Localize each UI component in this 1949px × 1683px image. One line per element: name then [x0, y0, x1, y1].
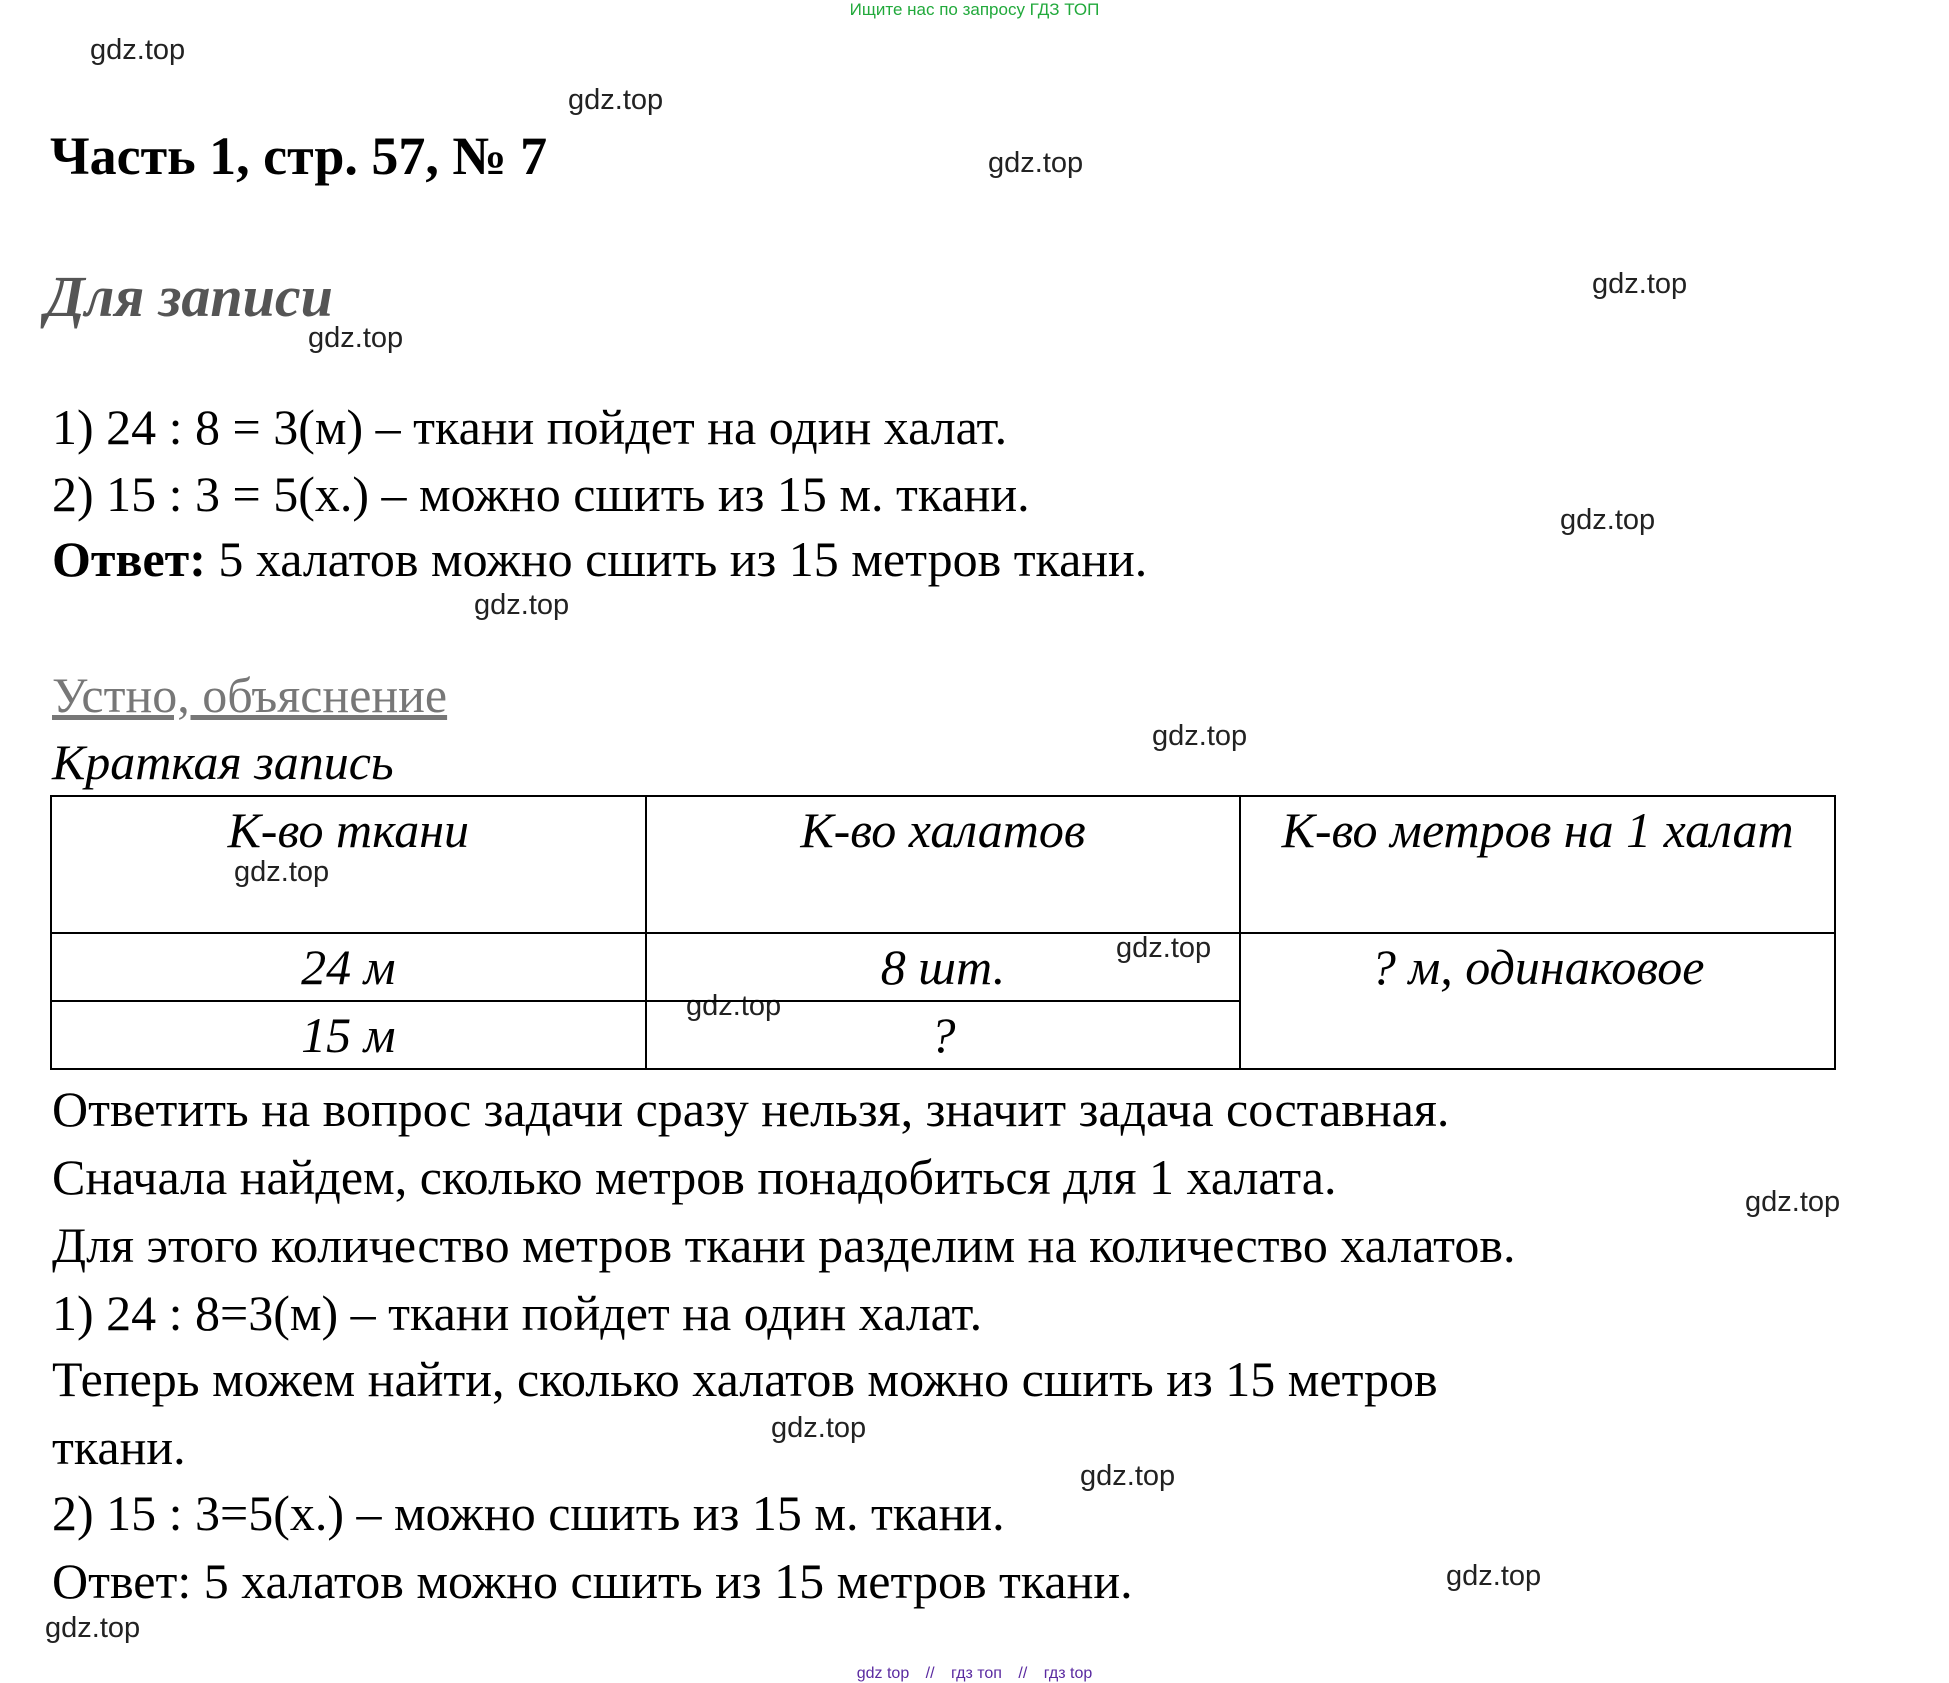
watermark: gdz.top [1446, 1560, 1542, 1592]
watermark: gdz.top [771, 1412, 867, 1444]
cell-fabric: 24 м [51, 933, 646, 1001]
short-record-table [50, 795, 1836, 1070]
table-header-row [51, 796, 1835, 933]
explanation-line: Ответ: 5 халатов можно сшить из 15 метров ткани. [52, 1553, 1133, 1609]
explanation-line: Для этого количество метров ткани разделим на количество халатов. [52, 1217, 1516, 1273]
explanation-line: Сначала найдем, сколько метров понадобиться для 1 халата. [52, 1149, 1337, 1205]
record-heading: Для записи [45, 264, 333, 329]
watermark: gdz.top [686, 990, 782, 1022]
cell-robes: 8 шт. [646, 933, 1241, 1001]
page-title: Часть 1, стр. 57, № 7 [50, 126, 548, 186]
watermark: gdz.top [308, 322, 404, 354]
top-search-banner[interactable]: Ищите нас по запросу ГДЗ ТОП [849, 0, 1100, 19]
footer-link[interactable]: гдз топ [951, 1665, 1002, 1682]
answer-text: 5 халатов можно сшить из 15 метров ткани. [205, 531, 1148, 587]
answer-label: Ответ: [52, 531, 206, 587]
record-answer [52, 530, 1147, 588]
explanation-line: 1) 24 : 8=3(м) – ткани пойдет на один халат. [52, 1285, 983, 1341]
watermark: gdz.top [1116, 932, 1212, 964]
record-step-2: 2) 15 : 3 = 5(х.) – можно сшить из 15 м. ткани. [52, 466, 1030, 522]
explanation-line: ткани. [52, 1419, 186, 1475]
footer-links [0, 1665, 1949, 1683]
watermark: gdz.top [988, 147, 1084, 179]
header-robes: К-во халатов [646, 796, 1241, 933]
explanation-line: Теперь можем найти, сколько халатов можно сшить из 15 метров [52, 1351, 1438, 1407]
watermark: gdz.top [45, 1612, 141, 1644]
watermark: gdz.top [1152, 720, 1248, 752]
cell-fabric: 15 м [51, 1001, 646, 1069]
footer-link[interactable]: гдз top [1043, 1665, 1093, 1682]
header-fabric: К-во ткани [51, 796, 646, 933]
watermark: gdz.top [1080, 1460, 1176, 1492]
watermark: gdz.top [1745, 1186, 1841, 1218]
header-meters-per-robe: К-во метров на 1 халат [1240, 796, 1835, 933]
cell-meters-merged: ? м, одинаковое [1240, 933, 1835, 1069]
footer-separator: // [1018, 1665, 1028, 1682]
watermark: gdz.top [234, 856, 330, 888]
watermark: gdz.top [1560, 504, 1656, 536]
cell-robes: ? [646, 1001, 1241, 1069]
watermark: gdz.top [1592, 268, 1688, 300]
oral-explanation-heading: Устно, объяснение [52, 667, 448, 723]
table-row [51, 933, 1835, 1001]
watermark: gdz.top [90, 34, 186, 66]
footer-separator: // [925, 1665, 935, 1682]
watermark: gdz.top [568, 84, 664, 116]
footer-link[interactable]: gdz top [856, 1665, 910, 1682]
short-record-heading: Краткая запись [52, 734, 394, 790]
explanation-line: Ответить на вопрос задачи сразу нельзя, значит задача составная. [52, 1081, 1450, 1137]
explanation-line: 2) 15 : 3=5(х.) – можно сшить из 15 м. ткани. [52, 1485, 1005, 1541]
watermark: gdz.top [474, 589, 570, 621]
record-step-1: 1) 24 : 8 = 3(м) – ткани пойдет на один халат. [52, 399, 1008, 455]
